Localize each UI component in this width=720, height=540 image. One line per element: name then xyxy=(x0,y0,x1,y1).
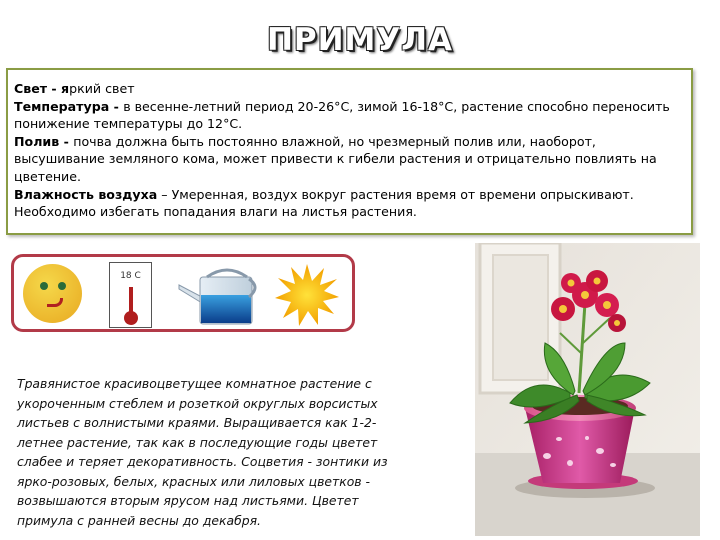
humidity-text: – Умеренная, воздух вокруг растения время от времени опрыскивают. Необходимо избегать попадания влаги на листья растения. xyxy=(14,186,634,220)
light-line xyxy=(14,80,685,98)
light-label: Свет - я xyxy=(14,81,70,96)
humidity-label: Влажность воздуха xyxy=(14,186,158,202)
watering-label: Полив - xyxy=(14,133,74,149)
smiley-mouth xyxy=(47,298,63,307)
smiley-left-eye xyxy=(40,282,48,290)
care-info-box xyxy=(6,68,693,235)
watering-line xyxy=(14,133,685,186)
watering-text: почва должна быть постоянно влажной, но чрезмерный полив или, наоборот, высушивание земляного кома, может привести к гибели растения и отрицательно повлиять на цветение. xyxy=(14,133,657,184)
watering-can-icon xyxy=(177,265,262,327)
temperature-label: Температура - xyxy=(14,98,124,114)
primula-photo xyxy=(475,243,700,536)
sun-icon xyxy=(274,263,340,327)
smiley-icon xyxy=(23,264,82,323)
humidity-line xyxy=(14,186,685,221)
care-icons-panel xyxy=(11,254,355,332)
temperature-line xyxy=(14,98,685,133)
plant-description: Травянистое красивоцветущее комнатное растение с укороченным стеблем и розеткой округлых ворсистых листьев с волнистыми краями. Выращивается как 1-2-летнее растение, так как в последующие годы цветет слабее и теряет декоративность. Соцветия - зонтики из ярко-розовых, белых, красных или лиловых цветков - возвышаются вторым ярусом над листьями. Цветет примула с ранней весны до декабря. xyxy=(17,376,388,528)
thermometer-icon xyxy=(109,262,152,328)
thermometer-bulb xyxy=(124,311,138,325)
page-title: ПРИМУЛА xyxy=(266,22,454,58)
temperature-text: в весенне-летний период 20-26°C, зимой 16-18°C, растение способно переносить понижение температуры до 12°C. xyxy=(14,98,670,132)
smiley-right-eye xyxy=(58,282,66,290)
light-text: ркий свет xyxy=(69,81,135,96)
thermometer-label: 18 C xyxy=(120,271,141,281)
